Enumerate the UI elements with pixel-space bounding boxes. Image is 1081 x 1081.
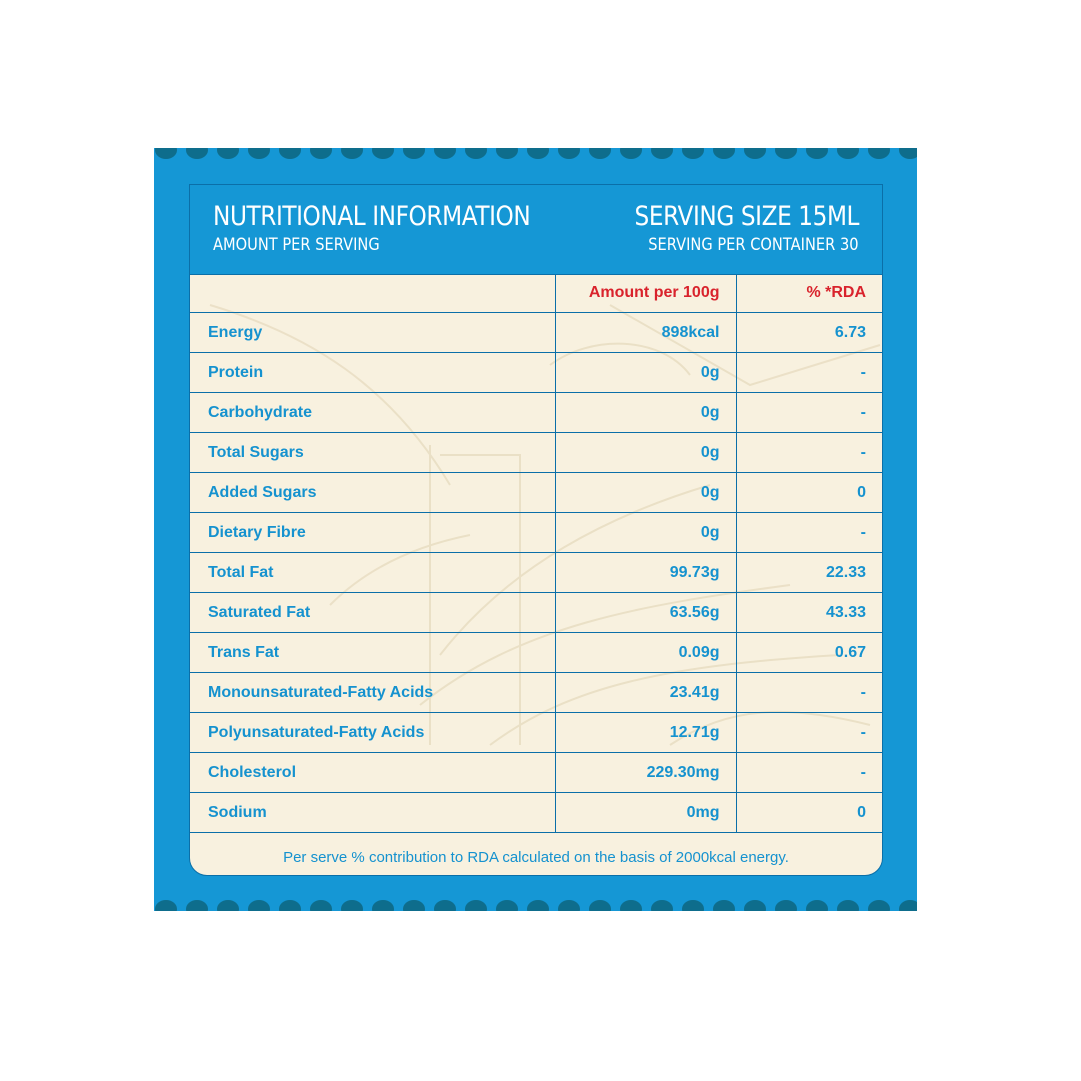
scallop-dot xyxy=(496,148,518,159)
scallop-dot xyxy=(682,148,704,159)
nutrition-title: NUTRITIONAL INFORMATION xyxy=(213,201,531,232)
scallop-dot xyxy=(527,148,549,159)
scallop-dot xyxy=(310,900,332,911)
nutrition-panel xyxy=(154,148,917,911)
scallop-dot xyxy=(372,148,394,159)
scallop-dot xyxy=(341,148,363,159)
nutrient-name: Added Sugars xyxy=(190,473,555,513)
nutrient-amount: 0g xyxy=(555,473,736,513)
serving-size-label: SERVING SIZE 15ML xyxy=(634,201,859,232)
nutrient-name: Total Fat xyxy=(190,553,555,593)
scallop-dot xyxy=(217,148,239,159)
scallop-dot xyxy=(155,148,177,159)
nutrient-amount: 23.41g xyxy=(555,673,736,713)
scallop-dot xyxy=(465,148,487,159)
nutrition-table xyxy=(190,274,882,833)
nutrient-amount: 0g xyxy=(555,393,736,433)
scallop-dot xyxy=(434,148,456,159)
scallop-dot xyxy=(155,900,177,911)
scallop-dot xyxy=(775,900,797,911)
scallop-dot xyxy=(217,900,239,911)
nutrient-name: Polyunsaturated-Fatty Acids xyxy=(190,713,555,753)
nutrient-rda: - xyxy=(736,753,882,793)
scallop-dot xyxy=(186,900,208,911)
scallop-dot xyxy=(775,148,797,159)
column-header-rda: % *RDA xyxy=(736,274,882,313)
nutrient-amount: 0g xyxy=(555,433,736,473)
nutrient-amount: 0g xyxy=(555,513,736,553)
nutrient-rda: - xyxy=(736,393,882,433)
scallop-dot xyxy=(620,900,642,911)
scallop-dot xyxy=(434,900,456,911)
nutrient-rda: 22.33 xyxy=(736,553,882,593)
scallop-dot xyxy=(899,148,917,159)
nutrient-name: Saturated Fat xyxy=(190,593,555,633)
scallop-dot xyxy=(496,900,518,911)
scallop-border-bottom xyxy=(154,897,917,911)
nutrient-name: Monounsaturated-Fatty Acids xyxy=(190,673,555,713)
nutrient-name: Energy xyxy=(190,313,555,353)
amount-per-serving-label: AMOUNT PER SERVING xyxy=(213,235,380,255)
scallop-dot xyxy=(899,900,917,911)
scallop-dot xyxy=(651,148,673,159)
scallop-dot xyxy=(279,148,301,159)
scallop-dot xyxy=(589,148,611,159)
table-row xyxy=(190,473,882,513)
scallop-dot xyxy=(279,900,301,911)
table-row xyxy=(190,673,882,713)
nutrient-rda: - xyxy=(736,433,882,473)
scallop-dot xyxy=(248,148,270,159)
scallop-dot xyxy=(837,148,859,159)
nutrient-amount: 99.73g xyxy=(555,553,736,593)
scallop-dot xyxy=(837,900,859,911)
nutrient-rda: - xyxy=(736,353,882,393)
table-row xyxy=(190,753,882,793)
nutrient-name: Protein xyxy=(190,353,555,393)
scallop-dot xyxy=(744,148,766,159)
nutrient-rda: - xyxy=(736,713,882,753)
nutrient-name: Dietary Fibre xyxy=(190,513,555,553)
nutrient-name: Cholesterol xyxy=(190,753,555,793)
nutrient-amount: 63.56g xyxy=(555,593,736,633)
scallop-dot xyxy=(682,900,704,911)
table-row xyxy=(190,313,882,353)
scallop-dot xyxy=(372,900,394,911)
nutrient-amount: 0mg xyxy=(555,793,736,833)
scallop-dot xyxy=(651,900,673,911)
scallop-dot xyxy=(589,900,611,911)
scallop-dot xyxy=(558,148,580,159)
table-row xyxy=(190,433,882,473)
table-row xyxy=(190,793,882,833)
nutrient-rda: 0 xyxy=(736,473,882,513)
table-row xyxy=(190,353,882,393)
scallop-border-top xyxy=(154,148,917,162)
scallop-dot xyxy=(744,900,766,911)
scallop-dot xyxy=(527,900,549,911)
nutrient-name: Sodium xyxy=(190,793,555,833)
table-header-row xyxy=(190,274,882,313)
nutrient-rda: 0 xyxy=(736,793,882,833)
table-row xyxy=(190,593,882,633)
nutrient-amount: 12.71g xyxy=(555,713,736,753)
scallop-dot xyxy=(341,900,363,911)
scallop-dot xyxy=(620,148,642,159)
nutrient-amount: 0.09g xyxy=(555,633,736,673)
nutrient-name: Trans Fat xyxy=(190,633,555,673)
scallop-dot xyxy=(310,148,332,159)
rda-footnote: Per serve % contribution to RDA calculated on the basis of 2000kcal energy. xyxy=(283,849,789,866)
scallop-dot xyxy=(713,900,735,911)
table-row xyxy=(190,713,882,753)
nutrition-header xyxy=(190,185,882,275)
scallop-dot xyxy=(806,148,828,159)
table-row xyxy=(190,393,882,433)
table-row xyxy=(190,633,882,673)
scallop-dot xyxy=(868,148,890,159)
scallop-dot xyxy=(806,900,828,911)
scallop-dot xyxy=(558,900,580,911)
nutrient-amount: 0g xyxy=(555,353,736,393)
scallop-dot xyxy=(465,900,487,911)
servings-per-container-label: SERVING PER CONTAINER 30 xyxy=(648,235,859,255)
nutrition-card xyxy=(189,184,883,876)
table-row xyxy=(190,513,882,553)
scallop-dot xyxy=(186,148,208,159)
nutrient-amount: 898kcal xyxy=(555,313,736,353)
nutrient-rda: 6.73 xyxy=(736,313,882,353)
scallop-dot xyxy=(868,900,890,911)
scallop-dot xyxy=(403,148,425,159)
scallop-dot xyxy=(248,900,270,911)
column-header-amount: Amount per 100g xyxy=(555,274,736,313)
nutrient-amount: 229.30mg xyxy=(555,753,736,793)
table-row xyxy=(190,553,882,593)
nutrient-rda: 43.33 xyxy=(736,593,882,633)
nutrient-rda: 0.67 xyxy=(736,633,882,673)
nutrient-rda: - xyxy=(736,513,882,553)
nutrient-name: Total Sugars xyxy=(190,433,555,473)
nutrient-name: Carbohydrate xyxy=(190,393,555,433)
scallop-dot xyxy=(713,148,735,159)
column-header-nutrient xyxy=(190,274,555,313)
nutrient-rda: - xyxy=(736,673,882,713)
scallop-dot xyxy=(403,900,425,911)
